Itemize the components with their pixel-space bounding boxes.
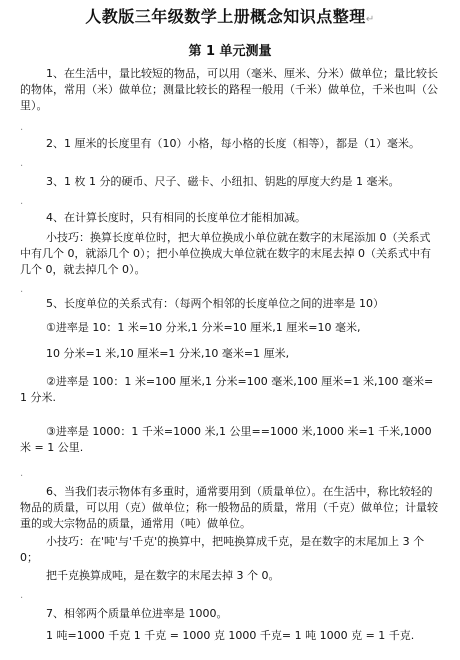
tip-length: 小技巧：换算长度单位时，把大单位换成小单位就在数字的末尾添加 0（关系式中有几个 0，就添几个 0）；把小单位换成大单位就在数字的末尾去掉 0（关系式中有几个 0，就去掉几个 0）。 bbox=[20, 231, 431, 276]
tip-mass-1: 小技巧：在'吨'与'千克'的换算中，把吨换算成千克，是在数字的末尾加上 3 个 0； bbox=[20, 535, 425, 564]
mass-relations: 1 吨=1000 千克 1 千克 = 1000 克 1000 千克= 1 吨 1000 克 = 1 千克. bbox=[46, 629, 415, 642]
paragraph-3: 3、1 枚 1 分的硬币、尺子、磁卡、小纽扣、钥匙的厚度大约是 1 毫米。 bbox=[46, 175, 400, 188]
document-title: 人教版三年级数学上册概念知识点整理↵ bbox=[85, 7, 375, 26]
paragraph-1: 1、在生活中，量比较短的物品，可以用（毫米、厘米、分米）做单位；量比较长的物体，常用（米）做单位；测量比较长的路程一般用（千米）做单位，千米也叫（公里）。 bbox=[20, 67, 438, 112]
rate-10-line-1: ①进率是 10：1 米=10 分米,1 分米=10 厘米,1 厘米=10 毫米, bbox=[46, 321, 361, 334]
blank-line: . bbox=[20, 196, 24, 207]
rate-100: ②进率是 100：1 米=100 厘米,1 分米=100 毫米,100 厘米=1 米,100 毫米=1 分米. bbox=[20, 375, 434, 404]
blank-line: . bbox=[20, 122, 24, 133]
paragraph-4: 4、在计算长度时，只有相同的长度单位才能相加减。 bbox=[46, 211, 306, 224]
blank-line: . bbox=[20, 284, 24, 295]
blank-line: . bbox=[20, 590, 24, 601]
blank-line: . bbox=[20, 468, 24, 479]
blank-line: . bbox=[20, 158, 24, 169]
tip-mass-2: 把千克换算成吨，是在数字的末尾去掉 3 个 0。 bbox=[46, 569, 280, 582]
section-title: 第 1 单元测量 bbox=[188, 44, 272, 59]
paragraph-5: 5、长度单位的关系式有：（每两个相邻的长度单位之间的进率是 10） bbox=[46, 297, 384, 310]
paragraph-2: 2、1 厘米的长度里有（10）小格，每小格的长度（相等），都是（1）毫米。 bbox=[46, 137, 420, 150]
paragraph-6: 6、当我们表示物体有多重时，通常要用到（质量单位）。在生活中，称比较轻的物品的质量，可以用（克）做单位；称一般物品的质量，常用（千克）做单位；计量较重的或大宗物品的质量，通常用（吨）做单位。 bbox=[20, 485, 438, 530]
paragraph-7: 7、相邻两个质量单位进率是 1000。 bbox=[46, 607, 228, 620]
rate-10-line-2: 10 分米=1 米,10 厘米=1 分米,10 毫米=1 厘米, bbox=[46, 347, 290, 360]
rate-1000: ③进率是 1000：1 千米=1000 米,1 公里==1000 米,1000 米=1 千米,1000 米 = 1 公里. bbox=[20, 425, 432, 454]
